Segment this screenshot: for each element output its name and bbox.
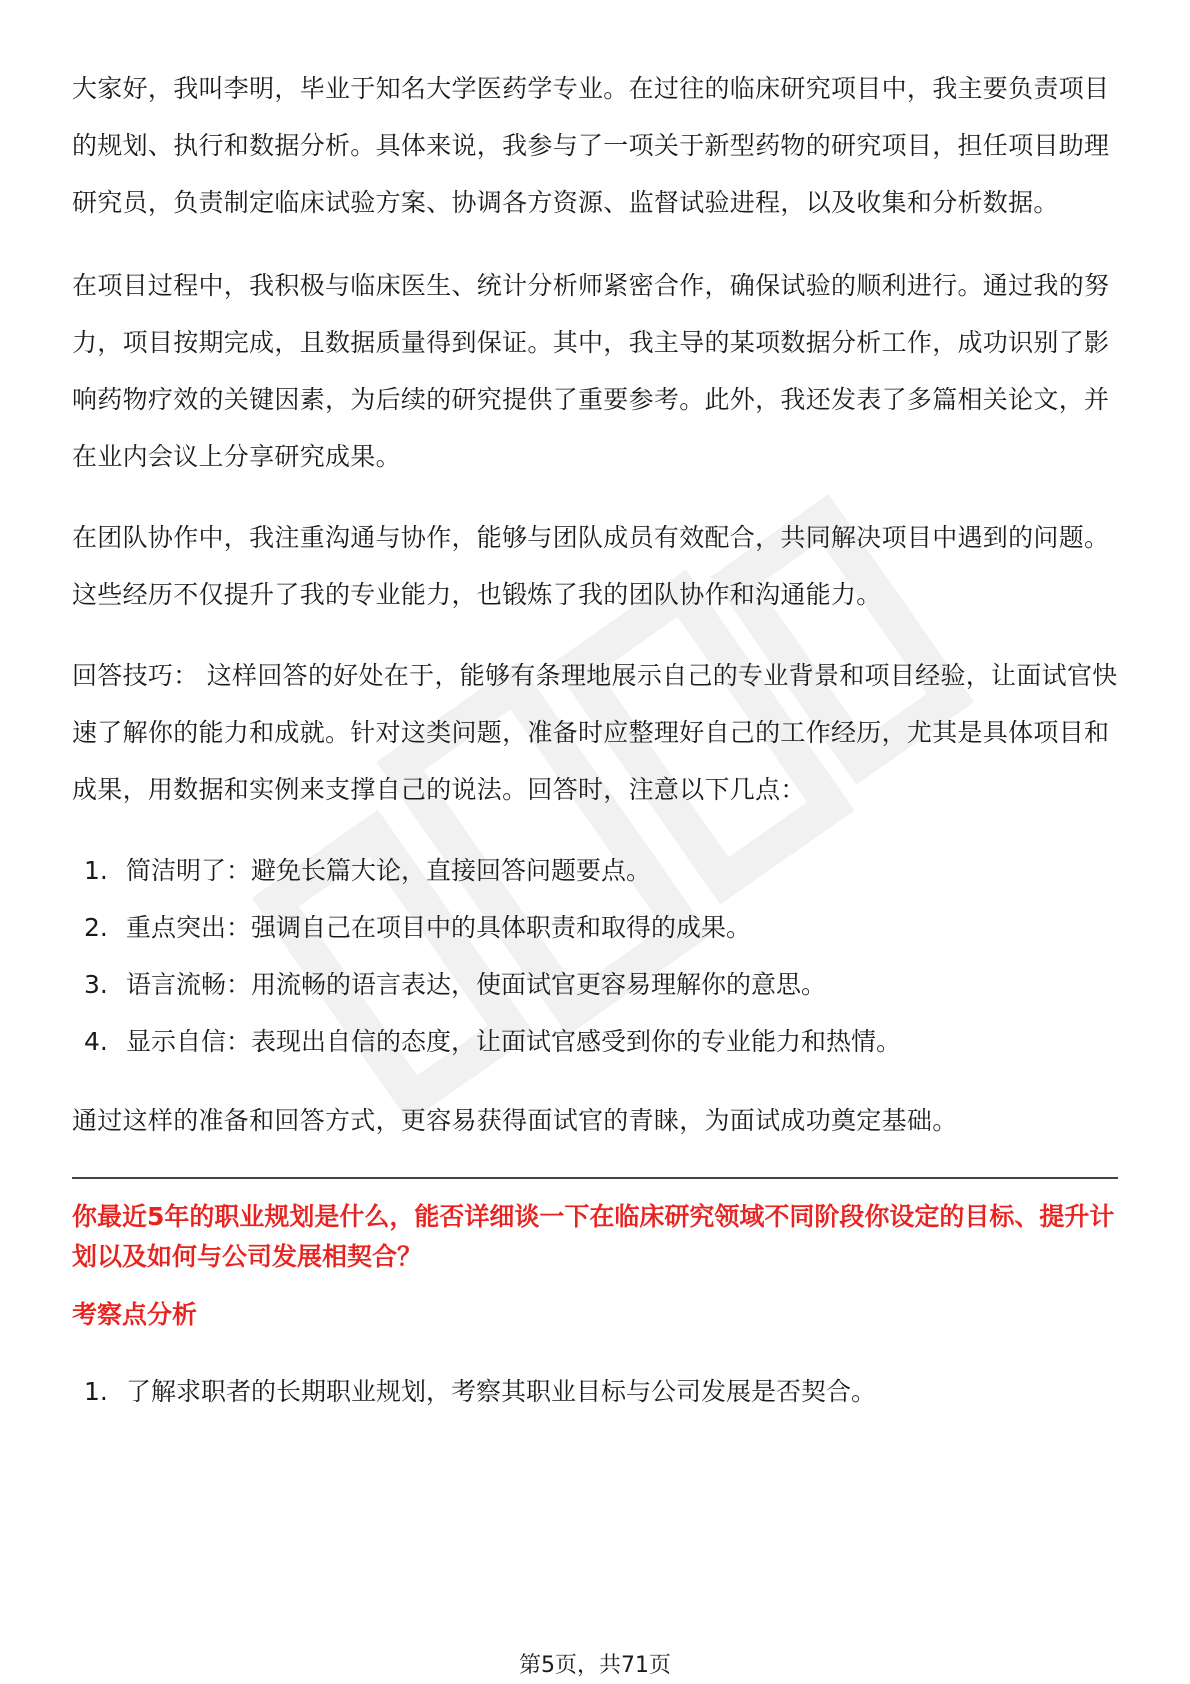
analysis-heading: 考察点分析 xyxy=(72,1300,198,1329)
list-item-text: 显示自信：表现出自信的态度，让面试官感受到你的专业能力和热情。 xyxy=(126,1027,902,1056)
list-number: 3. xyxy=(84,970,108,999)
answer-paragraph-3: 在团队协作中，我注重沟通与协作，能够与团队成员有效配合，共同解决项目中遇到的问题。这些经历不仅提升了我的专业能力，也锻炼了我的团队协作和沟通能力。 xyxy=(72,523,1110,609)
answer-paragraph-1: 大家好，我叫李明，毕业于知名大学医药学专业。在过往的临床研究项目中，我主要负责项目的规划、执行和数据分析。具体来说，我参与了一项关于新型药物的研究项目，担任项目助理研究员，负责制定临床试验方案、协调各方资源、监督试验进程，以及收集和分析数据。 xyxy=(72,74,1110,217)
section-divider xyxy=(72,1177,1118,1179)
list-item xyxy=(72,1013,1118,1070)
question-heading: 你最近5年的职业规划是什么，能否详细谈一下在临床研究领域不同阶段你设定的目标、提升计划以及如何与公司发展相契合？ xyxy=(72,1202,1115,1271)
page-footer: 第5页，共71页 xyxy=(519,1653,671,1678)
answer-tips-paragraph: 回答技巧： 这样回答的好处在于，能够有条理地展示自己的专业背景和项目经验，让面试官快速了解你的能力和成就。针对这类问题，准备时应整理好自己的工作经历，尤其是具体项目和成果，用数据和实例来支撑自己的说法。回答时，注意以下几点： xyxy=(72,661,1118,804)
list-number: 1. xyxy=(84,1377,108,1406)
answer-paragraph-2: 在项目过程中，我积极与临床医生、统计分析师紧密合作，确保试验的顺利进行。通过我的努力，项目按期完成，且数据质量得到保证。其中，我主导的某项数据分析工作，成功识别了影响药物疗效的关键因素，为后续的研究提供了重要参考。此外，我还发表了多篇相关论文，并在业内会议上分享研究成果。 xyxy=(72,271,1110,471)
list-number: 2. xyxy=(84,913,108,942)
main-content xyxy=(72,60,1118,1442)
list-item xyxy=(72,956,1118,1013)
list-item xyxy=(72,899,1118,956)
tips-list xyxy=(72,842,1118,1070)
list-item-text: 重点突出：强调自己在项目中的具体职责和取得的成果。 xyxy=(126,913,752,942)
list-item-text: 语言流畅：用流畅的语言表达，使面试官更容易理解你的意思。 xyxy=(126,970,827,999)
closing-paragraph: 通过这样的准备和回答方式，更容易获得面试官的青睐，为面试成功奠定基础。 xyxy=(72,1106,958,1135)
list-number: 4. xyxy=(84,1027,108,1056)
list-item xyxy=(72,842,1118,899)
list-item-text: 简洁明了：避免长篇大论，直接回答问题要点。 xyxy=(126,856,652,885)
analysis-list xyxy=(72,1363,1118,1420)
list-item-text: 了解求职者的长期职业规划，考察其职业目标与公司发展是否契合。 xyxy=(126,1377,877,1406)
list-number: 1. xyxy=(84,856,108,885)
list-item xyxy=(72,1363,1118,1420)
